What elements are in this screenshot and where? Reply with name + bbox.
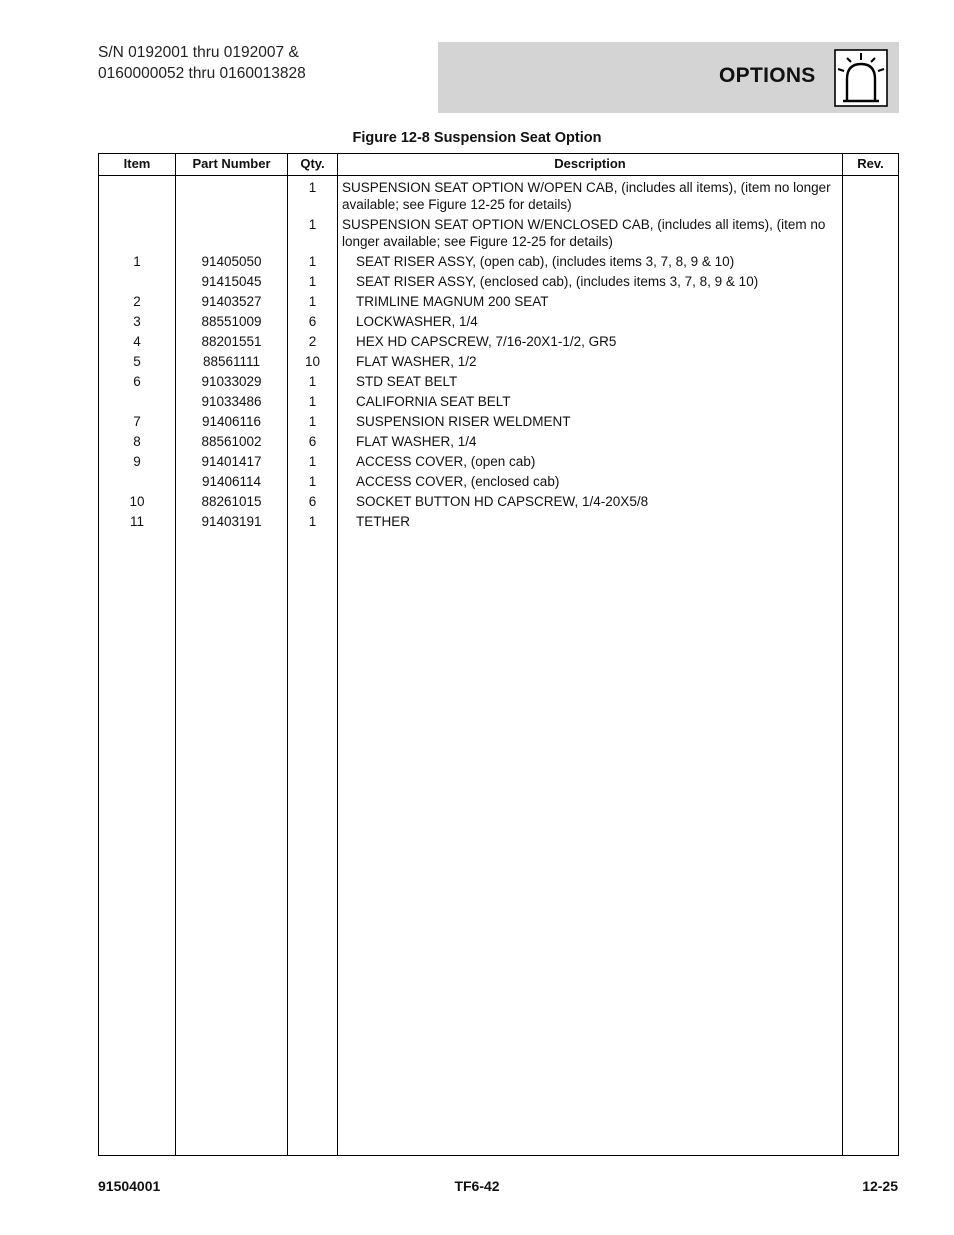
serial-line-2: 0160000052 thru 0160013828 [98, 65, 306, 82]
item-number: 2 [133, 294, 141, 309]
column-header-description: Description [554, 156, 626, 171]
table-row [99, 453, 898, 470]
quantity: 1 [308, 180, 317, 195]
quantity: 1 [308, 254, 317, 269]
description: CALIFORNIA SEAT BELT [356, 394, 511, 409]
quantity: 1 [308, 514, 317, 529]
quantity: 1 [308, 454, 317, 469]
part-number: 91415045 [201, 274, 262, 289]
quantity: 1 [308, 394, 317, 409]
part-number: 91406116 [201, 414, 262, 429]
part-number: 88561002 [201, 434, 262, 449]
part-number: 91033029 [201, 374, 262, 389]
table-body [99, 176, 898, 530]
table-row [99, 216, 898, 250]
description: SEAT RISER ASSY, (enclosed cab), (includes items 3, 7, 8, 9 & 10) [356, 274, 759, 289]
part-number: 88201551 [201, 334, 262, 349]
item-number: 8 [133, 434, 141, 449]
table-row [99, 313, 898, 330]
description: SUSPENSION SEAT OPTION W/OPEN CAB, (includes all items), (item no longer available; see Figure 12-25 for details) [342, 180, 831, 212]
table-row [99, 179, 898, 213]
item-number: 11 [129, 514, 144, 529]
item-number: 10 [129, 494, 145, 509]
quantity: 10 [304, 354, 321, 369]
description: SUSPENSION SEAT OPTION W/ENCLOSED CAB, (includes all items), (item no longer available; see Figure 12-25 for details) [342, 217, 826, 249]
table-row [99, 393, 898, 410]
description: SEAT RISER ASSY, (open cab), (includes items 3, 7, 8, 9 & 10) [356, 254, 735, 269]
item-number: 6 [133, 374, 141, 389]
quantity: 1 [308, 217, 317, 232]
table-row [99, 433, 898, 450]
part-number: 91403527 [201, 294, 262, 309]
description: TETHER [356, 514, 410, 529]
quantity: 2 [308, 334, 317, 349]
table-row [99, 513, 898, 530]
part-number: 91033486 [201, 394, 262, 409]
description: TRIMLINE MAGNUM 200 SEAT [356, 294, 549, 309]
description: SUSPENSION RISER WELDMENT [356, 414, 571, 429]
column-header-item: Item [123, 156, 151, 171]
part-number: 91403191 [201, 514, 262, 529]
part-number: 91405050 [201, 254, 262, 269]
figure-title: Figure 12-8 Suspension Seat Option [352, 130, 602, 146]
description: SOCKET BUTTON HD CAPSCREW, 1/4-20X5/8 [356, 494, 649, 509]
description: ACCESS COVER, (open cab) [356, 454, 536, 469]
part-number: 88561111 [202, 354, 261, 369]
quantity: 6 [308, 314, 317, 329]
table-row [99, 373, 898, 390]
quantity: 6 [308, 434, 317, 449]
part-number: 91406114 [201, 474, 262, 489]
column-header-part-number: Part Number [192, 156, 271, 171]
part-number: 91401417 [201, 454, 262, 469]
column-header-rev: Rev. [857, 156, 884, 171]
table-row [99, 493, 898, 510]
quantity: 1 [308, 374, 317, 389]
part-number: 88551009 [201, 314, 262, 329]
table-row [99, 333, 898, 350]
item-number: 4 [133, 334, 141, 349]
table-row [99, 353, 898, 370]
item-number: 3 [133, 314, 141, 329]
quantity: 1 [308, 274, 317, 289]
table-row [99, 293, 898, 310]
section-title: OPTIONS [719, 64, 816, 87]
table-row [99, 253, 898, 270]
table-row [99, 413, 898, 430]
table-row [99, 273, 898, 290]
quantity: 1 [308, 474, 317, 489]
description: LOCKWASHER, 1/4 [356, 314, 478, 329]
part-number: 88261015 [201, 494, 262, 509]
beacon-light-icon [834, 49, 888, 107]
item-number: 5 [133, 354, 141, 369]
footer-page-number: 12-25 [862, 1178, 898, 1194]
column-header-qty: Qty. [300, 156, 325, 171]
description: HEX HD CAPSCREW, 7/16-20X1-1/2, GR5 [356, 334, 617, 349]
item-number: 9 [133, 454, 141, 469]
quantity: 1 [308, 414, 317, 429]
item-number: 7 [133, 414, 141, 429]
description: FLAT WASHER, 1/2 [356, 354, 477, 369]
footer-document-number: 91504001 [98, 1178, 161, 1194]
item-number: 1 [133, 254, 141, 269]
quantity: 1 [308, 294, 317, 309]
description: STD SEAT BELT [356, 374, 458, 389]
footer-model: TF6-42 [454, 1178, 500, 1194]
description: ACCESS COVER, (enclosed cab) [356, 474, 560, 489]
serial-line-1: S/N 0192001 thru 0192007 & [98, 44, 299, 61]
parts-table [98, 153, 899, 1156]
serial-number-range [98, 42, 306, 84]
quantity: 6 [308, 494, 317, 509]
description: FLAT WASHER, 1/4 [356, 434, 477, 449]
section-header-box [438, 42, 899, 113]
table-row [99, 473, 898, 490]
